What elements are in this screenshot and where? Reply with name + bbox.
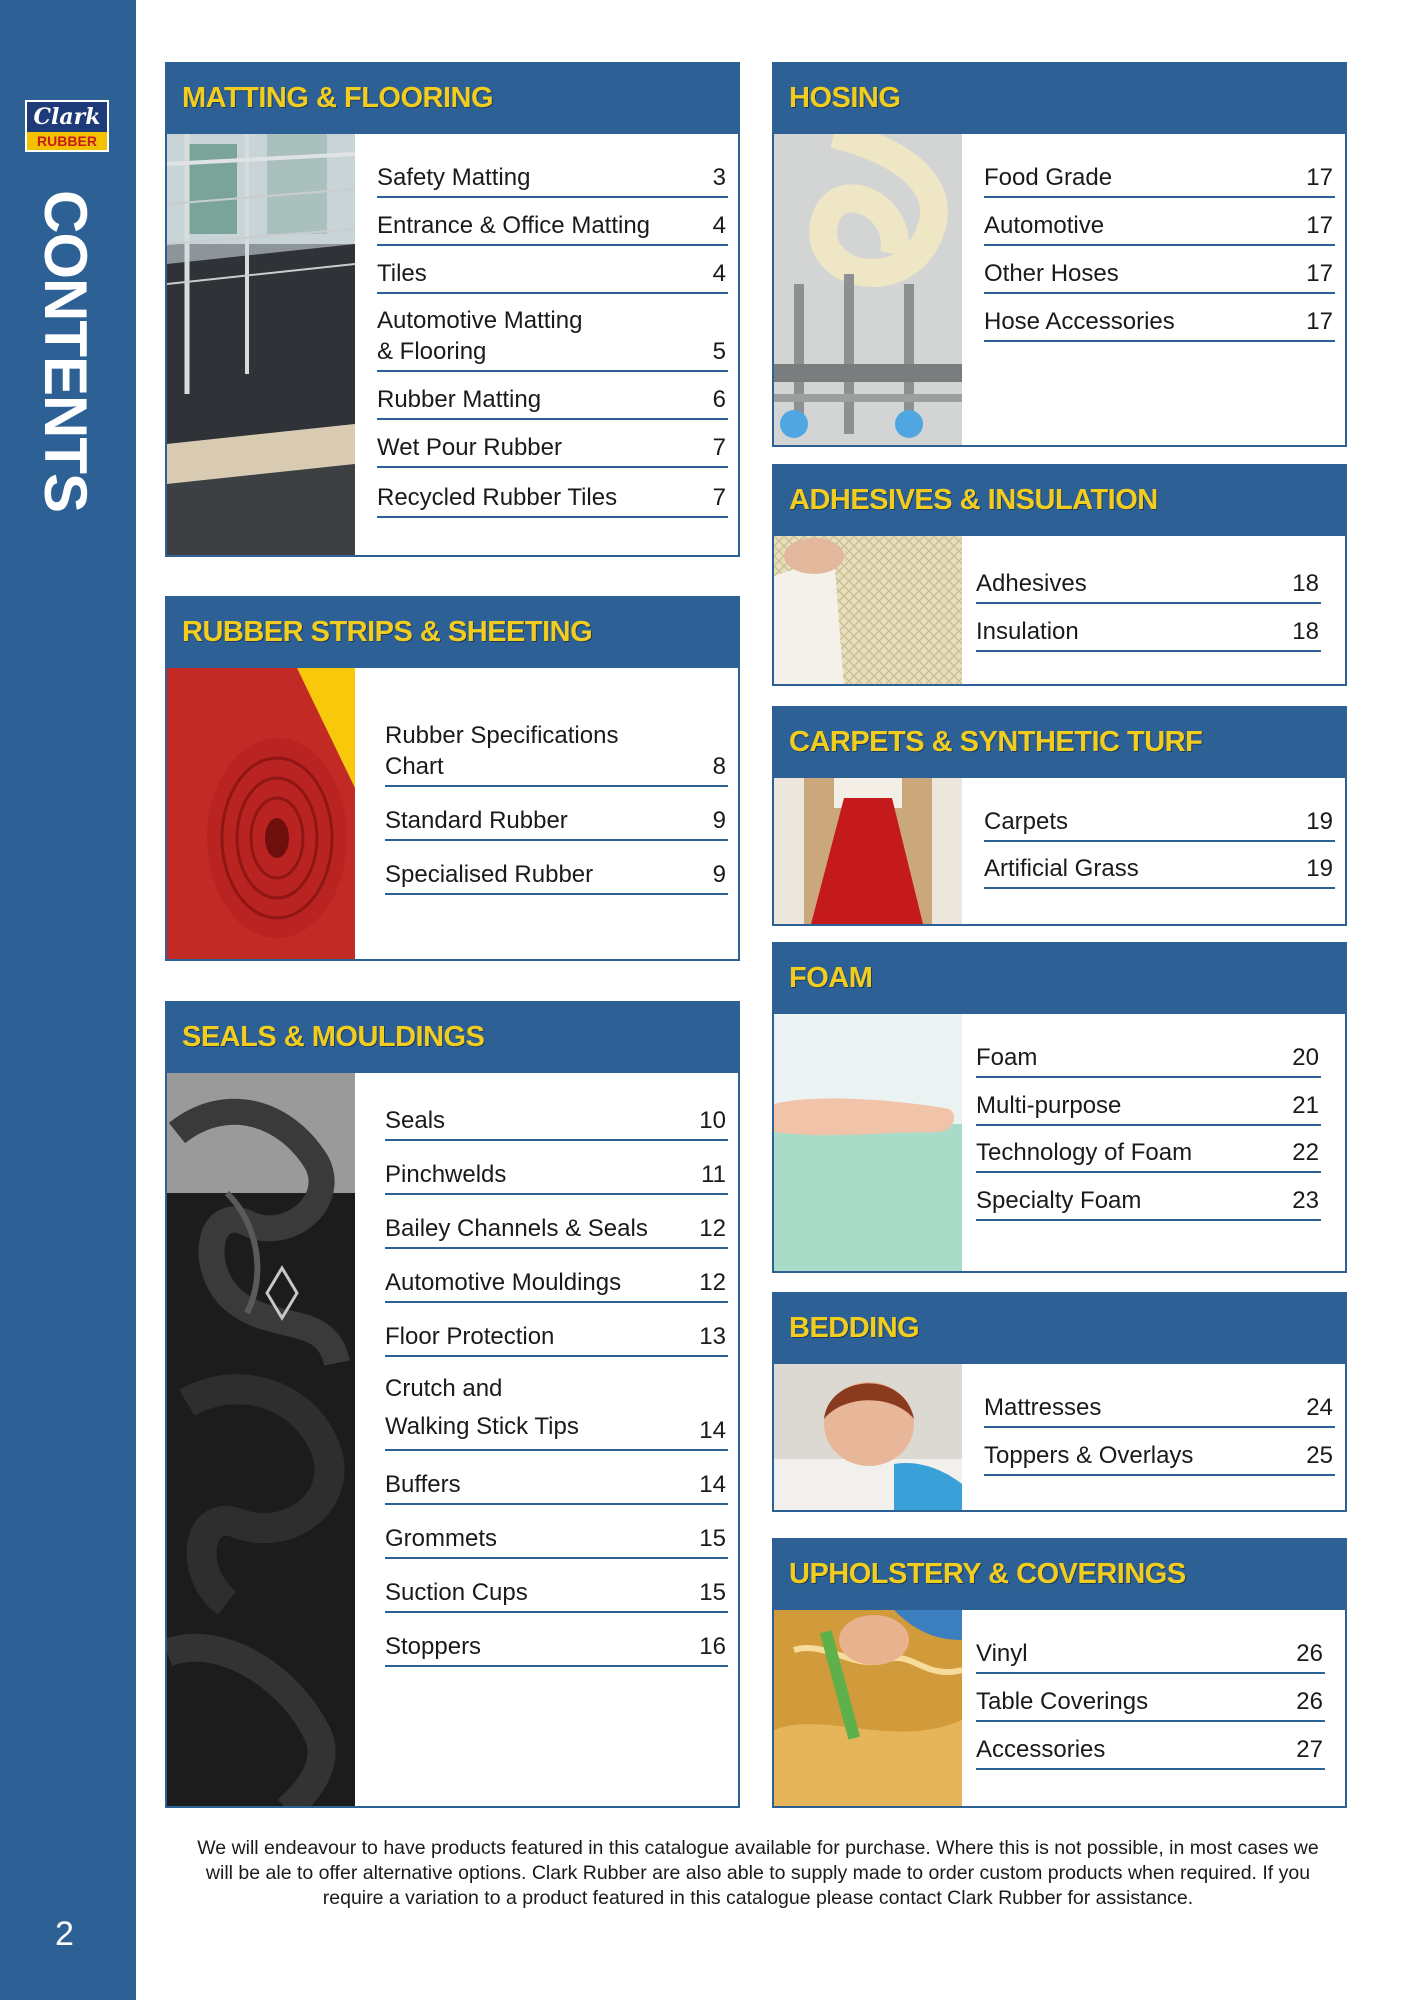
toc-entry[interactable] [984,1384,1335,1428]
toc-entry[interactable] [385,1095,728,1141]
entry-page: 11 [701,1161,726,1188]
entry-label: Accessories [976,1736,1106,1763]
entry-page: 17 [1306,308,1333,335]
entry-page: 22 [1292,1139,1319,1166]
toc-entry[interactable] [976,1630,1325,1674]
entry-page: 26 [1296,1640,1323,1667]
entry-label: Food Grade [984,164,1113,191]
entry-label: Grommets [385,1525,498,1552]
entry-page: 18 [1292,570,1319,597]
sidebar [0,0,136,2000]
section-header [167,1003,738,1073]
entry-page: 17 [1306,212,1333,239]
toc-entry[interactable] [976,1678,1325,1722]
toc-entry[interactable] [976,1082,1321,1126]
section-carpets-turf [772,706,1347,926]
entry-label: Wet Pour Rubber [377,434,562,461]
footer-line: require a variation to a product featured in this catalogue please contact Clark Rubber for assistance. [322,1887,1194,1909]
toc-entry[interactable] [385,1257,728,1303]
toc-entry[interactable] [984,798,1335,842]
section-title: RUBBER STRIPS & SHEETING [182,616,593,648]
entry-label: Suction Cups [385,1579,528,1606]
contents-title: CONTENTS [32,190,99,512]
footer-line: We will endeavour to have products featured in this catalogue available for purchase. Where this is not possible, in most cases we [197,1837,1319,1859]
entry-label: Multi-purpose [976,1092,1122,1119]
clark-rubber-logo [25,100,109,152]
entry-page: 24 [1306,1394,1333,1421]
section-header [774,944,1345,1014]
entry-page: 19 [1306,855,1333,882]
entry-page: 26 [1296,1688,1323,1715]
entry-page: 14 [699,1471,726,1498]
hose-photo [774,134,962,445]
entry-label: Table Coverings [976,1688,1149,1715]
toc-entry[interactable] [976,608,1321,652]
entry-label: Specialty Foam [976,1187,1142,1214]
entry-label: Foam [976,1044,1038,1071]
toc-entry[interactable] [377,298,728,372]
toc-entry[interactable] [377,154,728,198]
entry-label: Specialised Rubber [385,861,594,888]
toc-entry[interactable] [385,1365,728,1451]
entry-label: Carpets [984,808,1069,835]
section-matting-flooring [165,62,740,557]
adhesive-photo [774,536,962,684]
section-title: UPHOLSTERY & COVERINGS [789,1558,1186,1590]
entry-page: 4 [712,260,726,287]
entry-label: Mattresses [984,1394,1102,1421]
upholstery-photo [774,1610,962,1806]
entry-page: 6 [712,386,726,413]
entry-page: 20 [1292,1044,1319,1071]
section-header [167,64,738,134]
entry-page: 27 [1296,1736,1323,1763]
entry-label: Standard Rubber [385,807,568,834]
section-header [774,1294,1345,1364]
entry-label: Tiles [377,260,427,287]
entry-page: 23 [1292,1187,1319,1214]
entry-page: 9 [712,807,726,834]
entry-page: 16 [699,1633,726,1660]
rubber-roll-photo [167,668,355,959]
toc-entry[interactable] [976,1726,1325,1770]
entry-label: Recycled Rubber Tiles [377,484,618,511]
entry-label: Bailey Channels & Seals [385,1215,648,1242]
entry-label: Buffers [385,1471,461,1498]
section-header [774,708,1345,778]
entry-label: Safety Matting [377,164,531,191]
entry-page: 19 [1306,808,1333,835]
section-title: MATTING & FLOORING [182,82,494,114]
entry-label: Rubber Specifications Chart [385,722,619,780]
toc-entry[interactable] [377,472,728,518]
entry-label: Stoppers [385,1633,482,1660]
toc-entry[interactable] [984,202,1335,246]
entry-label: Rubber Matting [377,386,542,413]
toc-entry[interactable] [385,1567,728,1613]
entry-label: Automotive Mouldings [385,1269,622,1296]
entry-page: 17 [1306,164,1333,191]
entry-page: 15 [699,1579,726,1606]
entry-label: Vinyl [976,1640,1028,1667]
section-title: ADHESIVES & INSULATION [789,484,1158,516]
entry-label: Hose Accessories [984,308,1175,335]
entry-page: 18 [1292,618,1319,645]
toc-entry[interactable] [984,845,1335,889]
toc-entry[interactable] [976,1034,1321,1078]
entry-page: 25 [1306,1442,1333,1469]
toc-entry[interactable] [385,1203,728,1249]
entry-label: Other Hoses [984,260,1119,287]
entry-page: 4 [712,212,726,239]
entry-label: Floor Protection [385,1323,555,1350]
footer-line: will be ale to offer alternative options. Clark Rubber are also able to supply made to order custom products when required. If you [205,1862,1311,1884]
foam-photo [774,1014,962,1271]
toc-entry[interactable] [984,250,1335,294]
entry-page: 8 [712,753,726,780]
toc-entry[interactable] [385,1621,728,1667]
toc-entry[interactable] [385,847,728,895]
seals-photo [167,1073,355,1806]
entry-label: Automotive Matting & Flooring [377,307,583,365]
section-rubber-strips-sheeting [165,596,740,961]
toc-entry[interactable] [377,202,728,246]
entry-page: 17 [1306,260,1333,287]
entry-label: Pinchwelds [385,1161,507,1188]
section-upholstery-coverings [772,1538,1347,1808]
matting-photo [167,134,355,555]
entry-page: 13 [699,1323,726,1350]
entry-label: Toppers & Overlays [984,1442,1194,1469]
entry-label: Technology of Foam [976,1139,1193,1166]
section-title: FOAM [789,962,873,994]
entry-page: 7 [712,484,726,511]
entry-label: Entrance & Office Matting [377,212,651,239]
section-header [774,64,1345,134]
toc-entry[interactable] [377,424,728,468]
logo-brand-bottom: RUBBER [27,132,107,150]
toc-entry[interactable] [984,154,1335,198]
section-header [167,598,738,668]
section-title: HOSING [789,82,901,114]
toc-entry[interactable] [385,1311,728,1357]
section-title: BEDDING [789,1312,920,1344]
toc-entry[interactable] [377,376,728,420]
toc-entry[interactable] [385,793,728,841]
entry-page: 9 [712,861,726,888]
entry-page: 15 [699,1525,726,1552]
toc-entry[interactable] [385,1149,728,1195]
toc-entry[interactable] [385,1513,728,1559]
bedding-photo [774,1364,962,1510]
toc-entry[interactable] [984,298,1335,342]
section-title: SEALS & MOULDINGS [182,1021,485,1053]
section-title: CARPETS & SYNTHETIC TURF [789,726,1203,758]
carpet-photo [774,778,962,924]
section-bedding [772,1292,1347,1512]
toc-entry[interactable] [385,1459,728,1505]
section-foam [772,942,1347,1273]
entry-label: Seals [385,1107,446,1134]
logo-brand-top: Clark [33,104,101,130]
entry-page: 7 [712,434,726,461]
entry-label: Artificial Grass [984,855,1139,882]
toc-entry[interactable] [976,1177,1321,1221]
section-adhesives-insulation [772,464,1347,686]
section-header [774,466,1345,536]
section-seals-mouldings [165,1001,740,1808]
entry-page: 10 [699,1107,726,1134]
page-number: 2 [55,1915,74,1953]
entry-page: 14 [699,1417,726,1444]
toc-entry[interactable] [377,250,728,294]
section-header [774,1540,1345,1610]
entry-page: 12 [699,1269,726,1296]
entry-label: Crutch and Walking Stick Tips [385,1375,579,1440]
entry-page: 5 [712,338,726,365]
entry-page: 21 [1292,1092,1319,1119]
section-hosing [772,62,1347,447]
entry-label: Adhesives [976,570,1087,597]
toc-entry[interactable] [976,1129,1321,1173]
entry-label: Automotive [984,212,1105,239]
toc-entry[interactable] [385,713,728,787]
toc-entry[interactable] [984,1432,1335,1476]
footer-disclaimer [170,1836,1346,1911]
entry-page: 3 [712,164,726,191]
entry-label: Insulation [976,618,1079,645]
toc-entry[interactable] [976,560,1321,604]
entry-page: 12 [699,1215,726,1242]
